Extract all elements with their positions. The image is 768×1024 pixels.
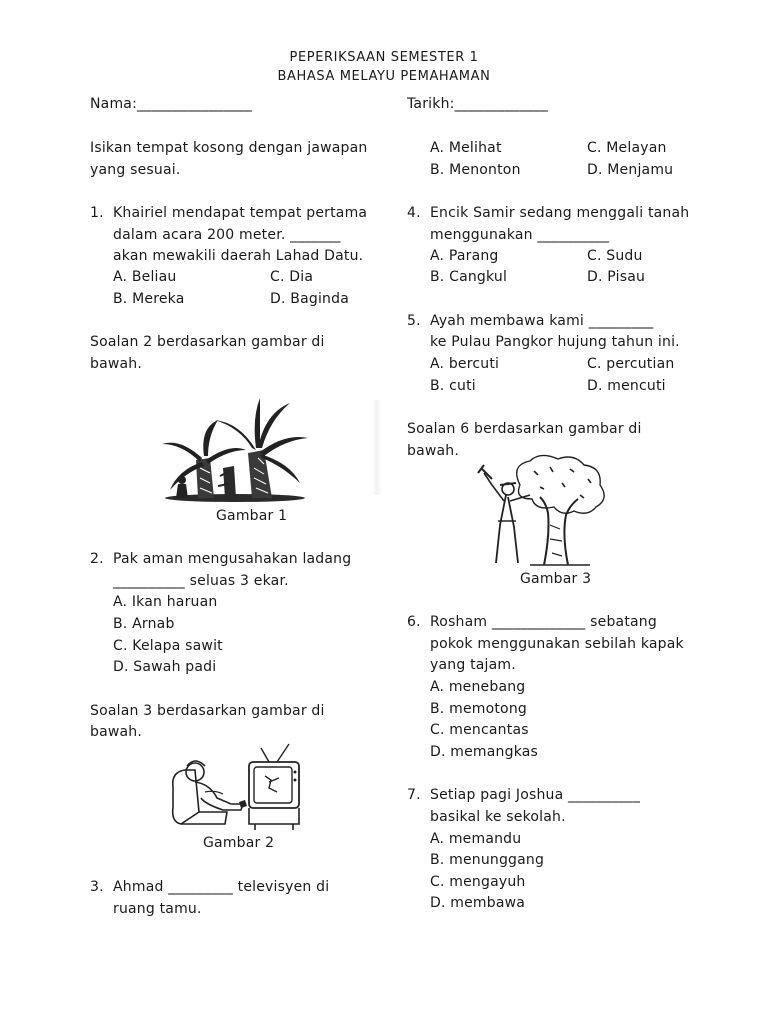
answer-option[interactable]: A. menebang: [430, 679, 526, 695]
answer-option[interactable]: D. mencuti: [587, 378, 666, 394]
figure-reference-text: bawah.: [407, 443, 460, 459]
oil-palm-tree-illustration: [160, 398, 310, 503]
question-number: 5.: [407, 313, 421, 329]
answer-option[interactable]: D. membawa: [430, 895, 526, 911]
answer-option[interactable]: C. mengayuh: [430, 874, 526, 890]
answer-option[interactable]: D. memangkas: [430, 744, 539, 760]
date-field[interactable]: Tarikh:_____________: [407, 96, 549, 112]
answer-option[interactable]: C. percutian: [587, 356, 675, 372]
man-watching-television-illustration: [165, 742, 310, 832]
question-text: __________ seluas 3 ekar.: [113, 573, 289, 589]
exam-title: PEPERIKSAAN SEMESTER 1: [289, 50, 479, 65]
question-text: basikal ke sekolah.: [430, 809, 566, 825]
answer-option[interactable]: B. menunggang: [430, 852, 545, 868]
figure-caption: Gambar 3: [520, 571, 592, 587]
man-chopping-tree-illustration: [470, 455, 610, 567]
question-text: Pak aman mengusahakan ladang: [113, 551, 352, 567]
answer-option[interactable]: B. Mereka: [113, 291, 185, 307]
question-text: Khairiel mendapat tempat pertama: [113, 205, 368, 221]
answer-option[interactable]: D. Baginda: [270, 291, 349, 307]
question-text: akan mewakili daerah Lahad Datu.: [113, 248, 364, 264]
answer-option[interactable]: B. Cangkul: [430, 269, 508, 285]
question-text: pokok menggunakan sebilah kapak: [430, 636, 684, 652]
answer-option[interactable]: C. Melayan: [587, 140, 667, 156]
answer-option[interactable]: A. Beliau: [113, 269, 177, 285]
question-text: ruang tamu.: [113, 901, 202, 917]
question-text: ke Pulau Pangkor hujung tahun ini.: [430, 334, 680, 350]
question-number: 7.: [407, 787, 421, 803]
answer-option[interactable]: C. Dia: [270, 269, 314, 285]
exam-subtitle: BAHASA MELAYU PEMAHAMAN: [277, 69, 491, 84]
scan-shadow: [372, 400, 382, 495]
question-number: 6.: [407, 614, 421, 630]
answer-option[interactable]: D. Menjamu: [587, 162, 674, 178]
answer-option[interactable]: C. Kelapa sawit: [113, 638, 223, 654]
question-number: 4.: [407, 205, 421, 221]
answer-option[interactable]: C. Sudu: [587, 248, 643, 264]
question-text: Encik Samir sedang menggali tanah: [430, 205, 690, 221]
answer-option[interactable]: A. bercuti: [430, 356, 500, 372]
question-number: 2.: [90, 551, 104, 567]
figure-reference-text: Soalan 6 berdasarkan gambar di: [407, 421, 642, 437]
answer-option[interactable]: D. Sawah padi: [113, 659, 217, 675]
question-text: Ahmad _________ televisyen di: [113, 879, 330, 895]
answer-option[interactable]: C. mencantas: [430, 722, 529, 738]
question-text: Ayah membawa kami _________: [430, 313, 654, 329]
question-text: Setiap pagi Joshua __________: [430, 787, 641, 803]
answer-option[interactable]: A. Parang: [430, 248, 499, 264]
answer-option[interactable]: B. Menonton: [430, 162, 521, 178]
name-field[interactable]: Nama:________________: [90, 96, 253, 112]
question-text: dalam acara 200 meter. _______: [113, 227, 341, 243]
instruction-line-2: yang sesuai.: [90, 162, 181, 178]
question-text: yang tajam.: [430, 657, 516, 673]
question-text: menggunakan __________: [430, 227, 610, 243]
question-text: Rosham _____________ sebatang: [430, 614, 657, 630]
answer-option[interactable]: B. cuti: [430, 378, 476, 394]
answer-option[interactable]: B. Arnab: [113, 616, 175, 632]
answer-option[interactable]: A. memandu: [430, 831, 522, 847]
figure-caption: Gambar 2: [203, 835, 275, 851]
question-number: 1.: [90, 205, 104, 221]
answer-option[interactable]: D. Pisau: [587, 269, 646, 285]
figure-reference-text: Soalan 2 berdasarkan gambar di: [90, 334, 325, 350]
figure-reference-text: bawah.: [90, 724, 143, 740]
figure-caption: Gambar 1: [216, 508, 288, 524]
figure-reference-text: Soalan 3 berdasarkan gambar di: [90, 703, 325, 719]
question-number: 3.: [90, 879, 104, 895]
answer-option[interactable]: A. Melihat: [430, 140, 502, 156]
answer-option[interactable]: A. Ikan haruan: [113, 594, 218, 610]
instruction-line-1: Isikan tempat kosong dengan jawapan: [90, 140, 368, 156]
figure-reference-text: bawah.: [90, 356, 143, 372]
answer-option[interactable]: B. memotong: [430, 701, 527, 717]
